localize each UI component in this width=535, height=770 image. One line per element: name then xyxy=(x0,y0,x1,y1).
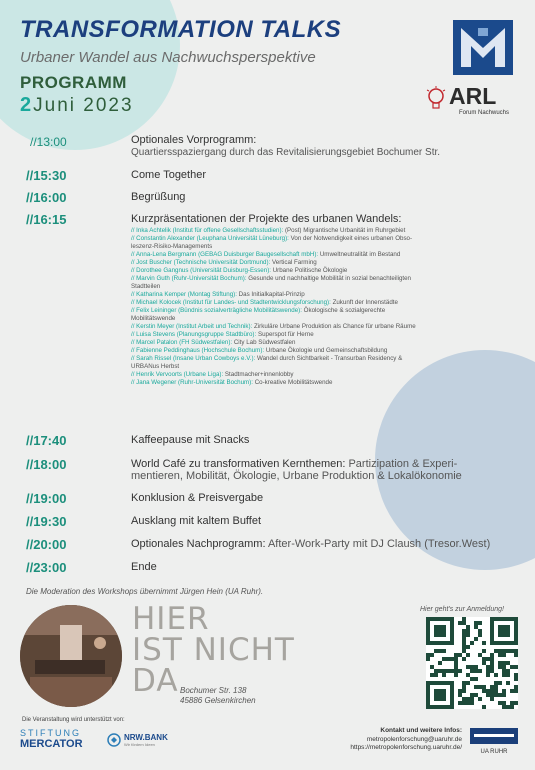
schedule-title: Kurzpräsentationen der Projekte des urbanen Wandels: xyxy=(131,213,402,225)
talk-item: // Inka Achtelik (Institut für offene Gesellschaftsstudien): (Post) Migrantische Urbanität im Ruhrgebiet xyxy=(131,227,406,234)
arl-subtitle: Forum Nachwuchs xyxy=(459,110,510,116)
support-label: Die Veranstaltung wird unterstützt von: xyxy=(22,717,125,723)
talks-list xyxy=(131,227,416,387)
schedule-time: //13:00 xyxy=(30,135,67,149)
talk-item: Stadtteilen xyxy=(131,283,161,290)
schedule-time: //19:30 xyxy=(26,514,67,529)
schedule-title: Ausklang mit kaltem Buffet xyxy=(131,515,262,527)
event-date xyxy=(20,94,134,117)
talk-item: leszenz-Risiko-Managements xyxy=(131,243,213,250)
schedule-time: //19:00 xyxy=(26,491,67,506)
schedule-time: //18:00 xyxy=(26,457,67,472)
date-rest: Juni 2023 xyxy=(33,95,134,116)
schedule-item: World Café zu transformativen Kernthemen: Partizipation & Experi- mentieren, Mobilität, Ökologie, Urbane Produktion & Lokalökonomie xyxy=(131,458,462,482)
arl-wordmark: ARL xyxy=(449,83,497,109)
venue-photo-image xyxy=(20,605,122,707)
talk-item: // Anna-Lena Bergmann (GEBAG Duisburger Baugesellschaft mbH): Umweltneutralität im Bestand xyxy=(131,251,401,258)
schedule-time: //16:15 xyxy=(26,212,67,227)
talk-item: // Jana Wegener (Ruhr-Universität Bochum): Co-kreative Mobilitätswende xyxy=(131,379,333,386)
schedule-title: Konklusion & Preisvergabe xyxy=(131,492,264,504)
moderation-note: Die Moderation des Workshops übernimmt Jürgen Hein (UA Ruhr). xyxy=(26,587,264,596)
ua-ruhr-icon xyxy=(470,728,518,744)
venue-line-2: IST NICHT xyxy=(132,632,295,668)
schedule-item: Optionales Nachprogramm: After-Work-Party mit DJ Claush (Tresor.West) xyxy=(131,538,491,550)
qr-code-icon xyxy=(426,617,518,709)
schedule-time: //16:00 xyxy=(26,190,67,205)
talk-item: // Michael Kolocek (Institut für Landes- und Stadtentwicklungsforschung): Zukunft der Innenstädte xyxy=(131,299,398,306)
schedule-title: Optionales Nachprogramm: xyxy=(131,538,266,550)
talk-item: // Felix Leininger (Bündnis sozialverträgliche Mobilitätswende): Ökologische & sozialgerechte xyxy=(131,307,386,314)
schedule-time: //23:00 xyxy=(26,560,67,575)
schedule-title: World Café zu transformativen Kernthemen: xyxy=(131,458,346,470)
contact-info xyxy=(330,727,462,753)
contact-heading: Kontakt und weitere Infos: xyxy=(380,727,462,734)
venue-name xyxy=(132,601,295,699)
schedule-time: //20:00 xyxy=(26,537,67,552)
schedule-title: Optionales Vorprogramm: xyxy=(131,134,257,146)
ua-ruhr-logo: UA RUHR xyxy=(470,728,518,754)
schedule-item xyxy=(131,134,440,158)
schedule-title: Ende xyxy=(131,561,157,573)
talk-item: // Katharina Kemper (Montag Stiftung): Das Initialkapital-Prinzip xyxy=(131,291,305,298)
transformation-talks-logo xyxy=(453,20,513,75)
date-day: 2 xyxy=(20,94,34,116)
talk-item: // Dorothee Gangnus (Universität Duisburg-Essen): Urbane Politische Ökologie xyxy=(131,267,348,274)
talk-item: // Sarah Rissel (Insane Urban Cowboys e.V.): Wandel durch Sichtbarkeit - Transurban Residency & xyxy=(131,355,403,362)
registration-note: Hier geht's zur Anmeldung! xyxy=(420,606,504,613)
talk-item: // Constantin Alexander (Leuphana Universität Lüneburg): Von der Notwendigkeit eines urbanen Obso- xyxy=(131,235,413,242)
talk-item: // Marcel Patalon (FH Südwestfalen): City Lab Südwestfalen xyxy=(131,339,296,346)
registration-qr-code[interactable] xyxy=(426,617,518,709)
schedule-title: Kaffeepause mit Snacks xyxy=(131,434,250,446)
lightbulb-icon xyxy=(425,85,447,115)
schedule-title: Come Together xyxy=(131,169,207,181)
talk-item: // Kerstin Meyer (Institut Arbeit und Technik): Zirkuläre Urbane Produktion als Chance für urbane Räume xyxy=(131,323,416,330)
tt-logo-icon xyxy=(453,20,513,75)
talk-item: URBANus Herbst xyxy=(131,363,180,370)
page-title: TRANSFORMATION TALKS xyxy=(20,16,342,43)
nrw-bank-icon xyxy=(107,733,121,747)
page-subtitle: Urbaner Wandel aus Nachwuchsperspektive xyxy=(20,49,316,66)
contact-email[interactable]: metropolenforschung@uaruhr.de xyxy=(366,735,462,743)
venue-line-3: DA xyxy=(132,663,179,699)
nrw-bank-logo: NRW.BANK Wir fördern Ideen xyxy=(107,733,187,749)
contact-url[interactable]: https://metropolenforschung.uaruhr.de/ xyxy=(350,744,462,751)
schedule-time: //15:30 xyxy=(26,168,67,183)
schedule-desc: Quartiersspaziergang durch das Revitalisierungsgebiet Bochumer Str. xyxy=(131,147,441,158)
talk-item: // Jost Buscher (Technische Universität Dortmund): Vertical Farming xyxy=(131,259,317,266)
stiftung-mercator-logo: STIFTUNG MERCATOR xyxy=(20,728,83,750)
arl-logo xyxy=(425,85,515,121)
talk-item: // Marvin Guth (Ruhr-Universität Bochum): Gesunde und nachhaltige Mobilität in sozial benachteiligten xyxy=(131,275,411,282)
talk-item: Mobilitätswende xyxy=(131,315,176,322)
programm-heading: PROGRAMM xyxy=(20,73,127,92)
schedule-time: //17:40 xyxy=(26,433,67,448)
talk-item: // Henrik Vervoorts (Urbane Liga): Stadtmacher+innenlobby xyxy=(131,371,294,378)
talk-item: // Fabienne Peddinghaus (Hochschule Bochum): Urbane Ökologie und Gemeinschaftsbildung xyxy=(131,347,388,354)
venue-photo xyxy=(20,605,122,707)
venue-address: Bochumer Str. 138 45886 Gelsenkirchen xyxy=(180,686,256,705)
talk-item: // Luisa Stevens (Planungsgruppe Stadtbüro): Superspot für Herne xyxy=(131,331,314,338)
venue-line-1: HIER xyxy=(132,601,210,637)
schedule-title: Begrüßung xyxy=(131,191,186,203)
